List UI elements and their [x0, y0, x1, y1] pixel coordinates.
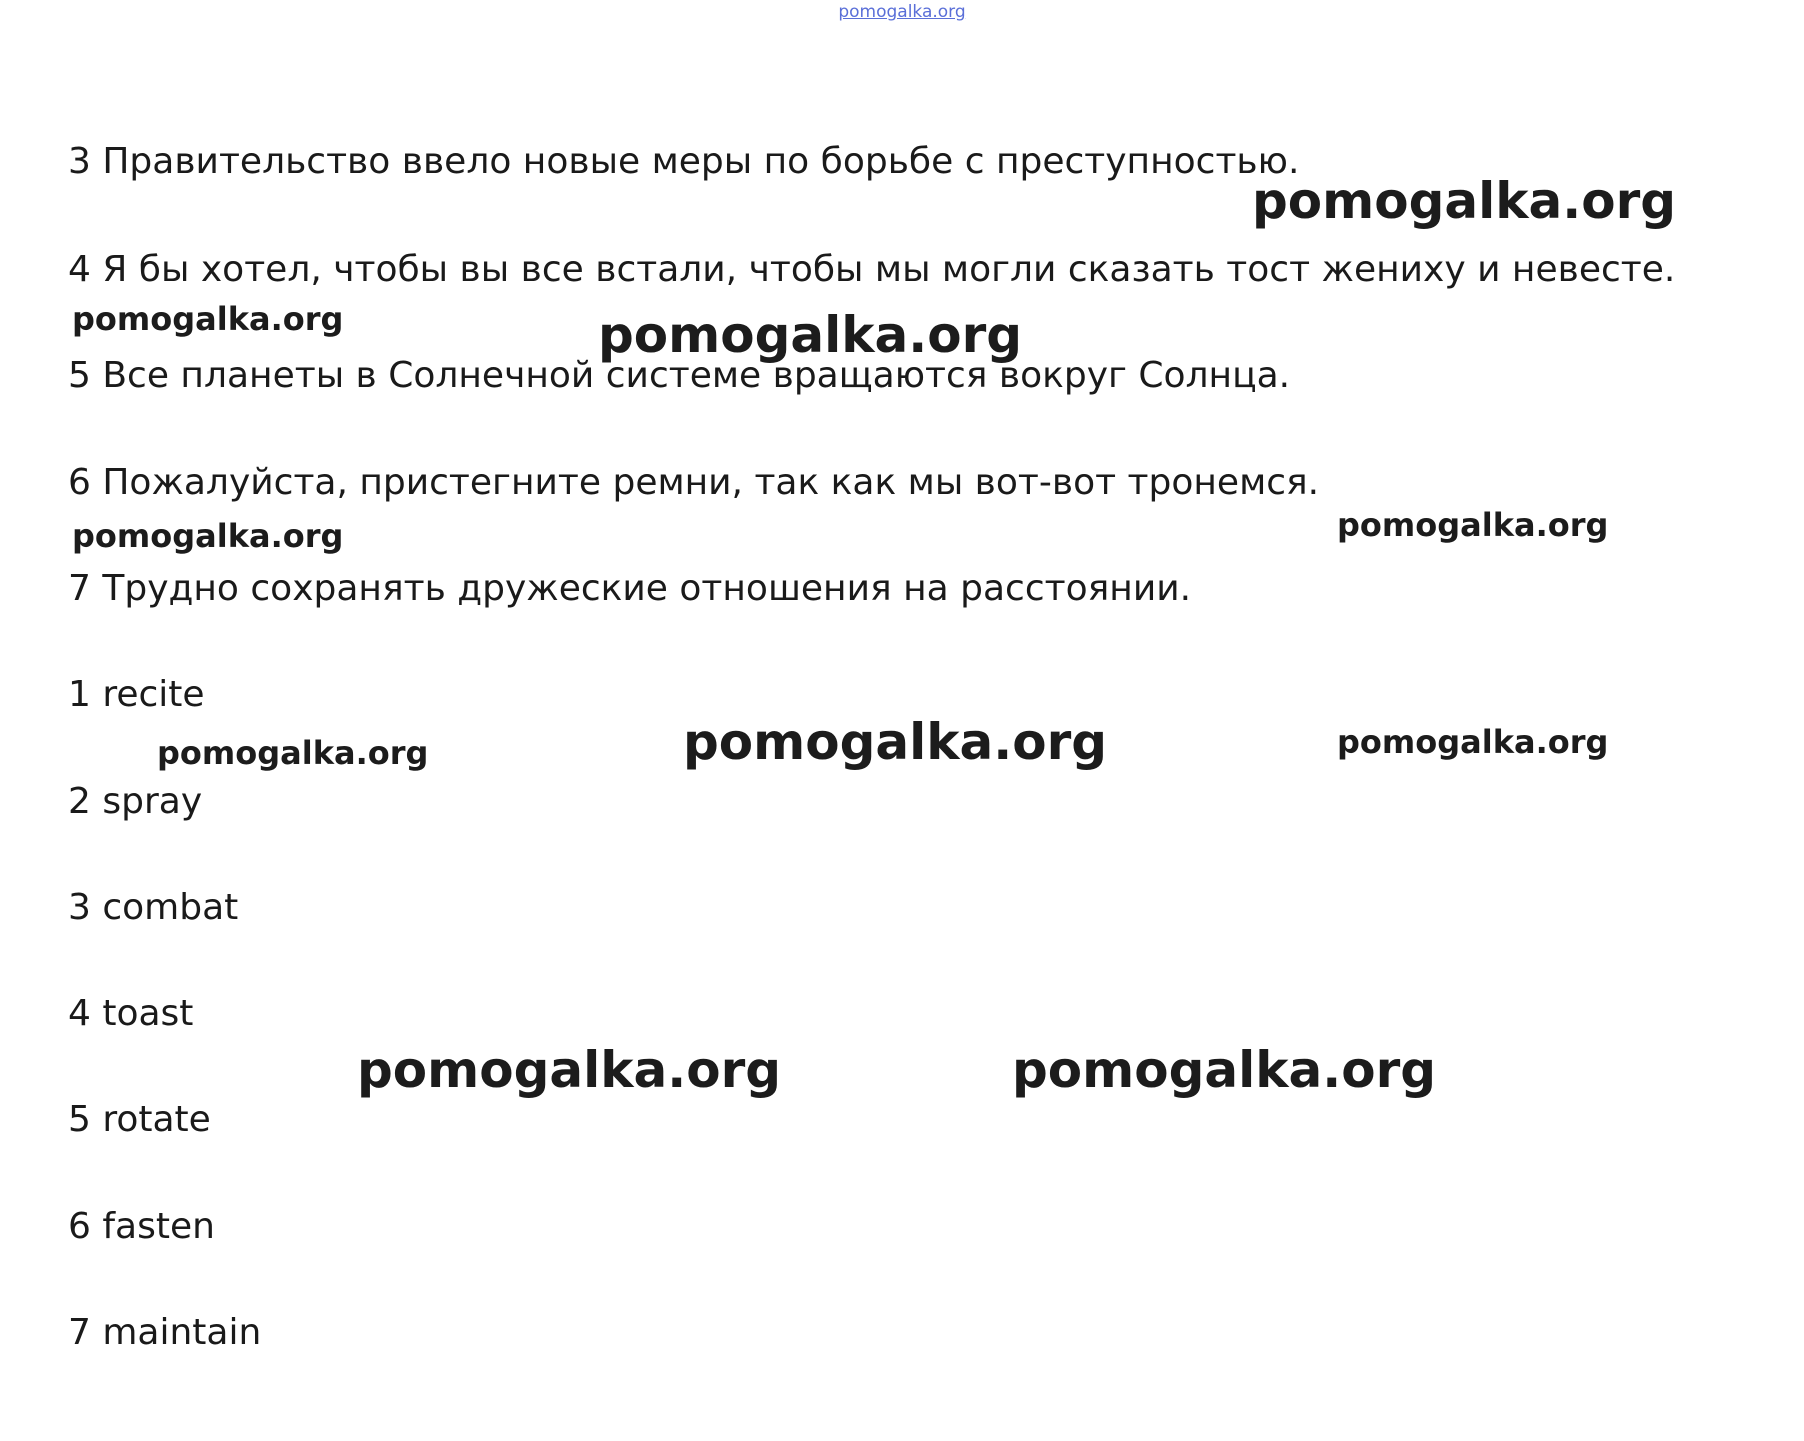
sentence-3: 3 Правительство ввело новые меры по борьбе с преступностью. [68, 141, 1300, 182]
sentence-6: 6 Пожалуйста, пристегните ремни, так как мы вот-вот тронемся. [68, 462, 1320, 503]
watermark: pomogalka.org [1012, 1041, 1437, 1099]
sentence-4: 4 Я бы хотел, чтобы вы все встали, чтобы мы могли сказать тост жениху и невесте. [68, 249, 1676, 290]
word-1: 1 recite [68, 674, 205, 715]
sentence-5: 5 Все планеты в Солнечной системе вращаются вокруг Солнца. [68, 355, 1291, 396]
watermark: pomogalka.org [157, 734, 429, 772]
word-6: 6 fasten [68, 1206, 215, 1247]
watermark: pomogalka.org [1337, 723, 1609, 761]
word-2: 2 spray [68, 781, 203, 822]
header-site-link[interactable]: pomogalka.org [838, 2, 966, 22]
word-3: 3 combat [68, 887, 239, 928]
sentence-7: 7 Трудно сохранять дружеские отношения на расстоянии. [68, 568, 1192, 609]
word-4: 4 toast [68, 993, 194, 1034]
watermark: pomogalka.org [598, 306, 1023, 364]
watermark: pomogalka.org [1252, 172, 1677, 230]
word-5: 5 rotate [68, 1099, 211, 1140]
watermark: pomogalka.org [683, 713, 1108, 771]
word-7: 7 maintain [68, 1312, 262, 1353]
watermark: pomogalka.org [357, 1041, 782, 1099]
watermark: pomogalka.org [1337, 506, 1609, 544]
watermark: pomogalka.org [72, 300, 344, 338]
watermark: pomogalka.org [72, 517, 344, 555]
